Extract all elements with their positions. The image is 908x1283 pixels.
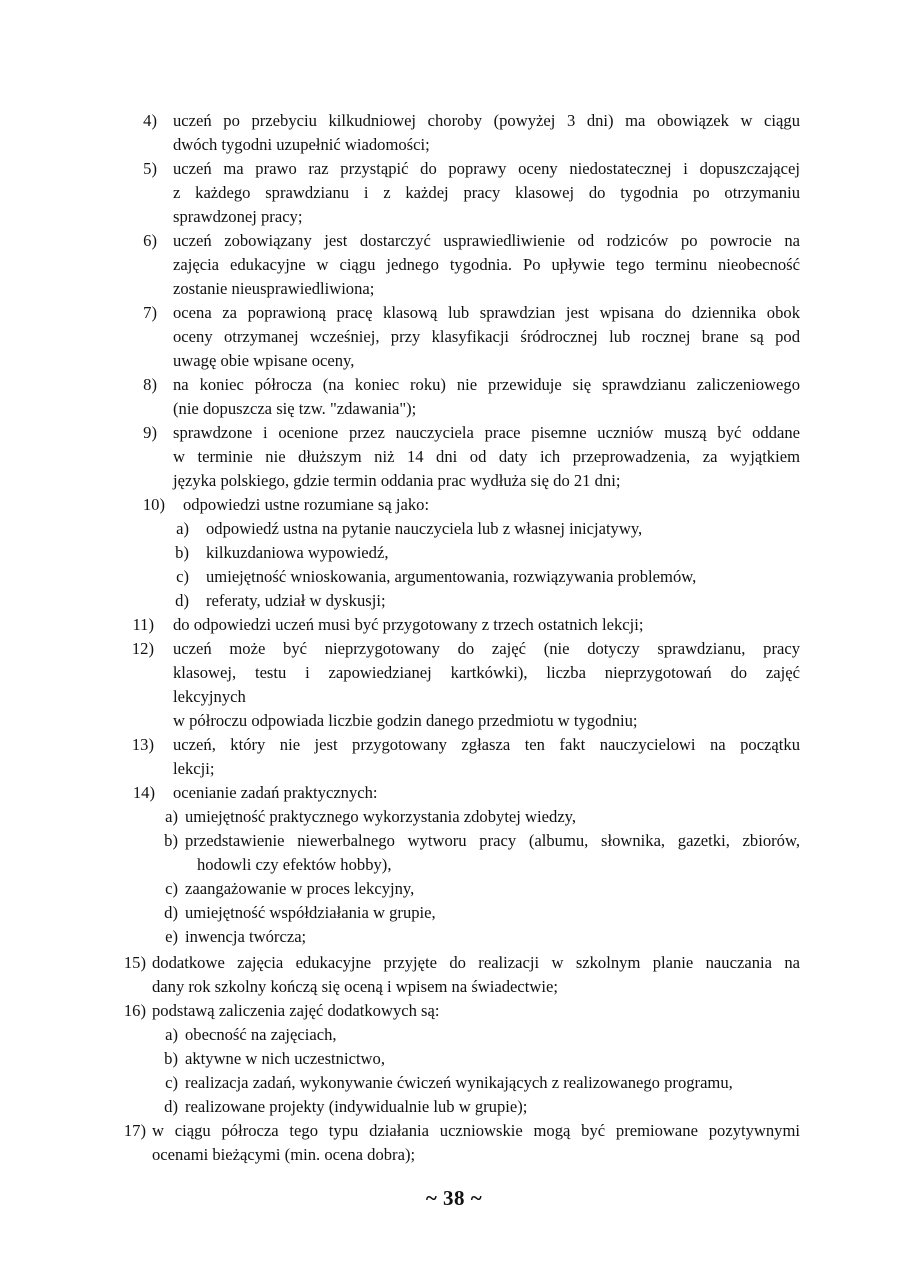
text-line: oceny otrzymanej wcześniej, przy klasyfikacji śródrocznej lub rocznej brane są pod: [173, 327, 800, 346]
text-line: umiejętność współdziałania w grupie,: [185, 903, 436, 922]
text-line: odpowiedzi ustne rozumiane są jako:: [183, 495, 430, 514]
list-item-text: [206, 589, 800, 613]
list-item-text: [173, 229, 800, 301]
list-item-number: b): [164, 1049, 178, 1068]
text-line: hodowli czy efektów hobby),: [197, 855, 392, 874]
text-line: realizowane projekty (indywidualnie lub w grupie);: [185, 1097, 528, 1116]
list-item-text: [152, 951, 800, 999]
text-line: języka polskiego, gdzie termin oddania prac wydłuża się do 21 dni;: [173, 471, 621, 490]
list-item-text: [185, 1023, 800, 1047]
list-item-text: [173, 613, 800, 637]
list-item-text: [173, 421, 800, 493]
text-line: zaangażowanie w proces lekcyjny,: [185, 879, 415, 898]
list-item-number: 12): [131, 639, 154, 658]
list-item-text: [185, 925, 800, 949]
list-item-number: 6): [143, 231, 157, 250]
text-line: zajęcia edukacyjne w ciągu jednego tygodnia. Po upływie tego terminu nieobecność: [173, 255, 800, 274]
text-line: w terminie nie dłuższym niż 14 dni od daty ich przeprowadzenia, za wyjątkiem: [173, 447, 800, 466]
text-line: zostanie nieusprawiedliwiona;: [173, 279, 375, 298]
list-item-number: 5): [143, 159, 157, 178]
list-item-number: e): [165, 927, 178, 946]
text-line: umiejętność wnioskowania, argumentowania, rozwiązywania problemów,: [206, 567, 697, 586]
list-item-number: a): [165, 1025, 178, 1044]
list-item-text: [173, 373, 800, 421]
list-item-number: b): [164, 831, 178, 850]
list-item-text: [173, 733, 800, 781]
list-item-text: [185, 829, 800, 877]
text-line: sprawdzone i ocenione przez nauczyciela prace pisemne uczniów muszą być oddane: [173, 423, 800, 442]
text-line: uczeń może być nieprzygotowany do zajęć (nie dotyczy sprawdzianu, pracy: [173, 639, 800, 658]
text-line: umiejętność praktycznego wykorzystania zdobytej wiedzy,: [185, 807, 577, 826]
text-line: aktywne w nich uczestnictwo,: [185, 1049, 385, 1068]
list-item-text: [183, 493, 800, 517]
list-item-text: [173, 109, 800, 157]
list-item-number: c): [165, 1073, 178, 1092]
text-line: w półroczu odpowiada liczbie godzin danego przedmiotu w tygodniu;: [173, 711, 638, 730]
list-item-number: 16): [123, 1001, 146, 1020]
text-line: ocenianie zadań praktycznych:: [173, 783, 378, 802]
text-line: ocenami bieżącymi (min. ocena dobra);: [152, 1145, 416, 1164]
text-line: referaty, udział w dyskusji;: [206, 591, 386, 610]
list-item-number: 11): [132, 615, 154, 634]
page-number: ~ 38 ~: [425, 1186, 483, 1210]
list-item-text: [173, 781, 800, 805]
list-item-text: [152, 1119, 800, 1167]
list-item-text: [173, 301, 800, 373]
list-item-text: [173, 637, 800, 733]
list-item-number: d): [164, 903, 178, 922]
text-line: do odpowiedzi uczeń musi być przygotowany z trzech ostatnich lekcji;: [173, 615, 644, 634]
list-item-number: 9): [143, 423, 157, 442]
text-line: dwóch tygodni uzupełnić wiadomości;: [173, 135, 430, 154]
text-line: lekcji;: [173, 759, 215, 778]
list-item-text: [206, 541, 800, 565]
text-line: ocena za poprawioną pracę klasową lub sprawdzian jest wpisana do dziennika obok: [173, 303, 800, 322]
text-line: kilkuzdaniowa wypowiedź,: [206, 543, 389, 562]
list-item-text: [185, 901, 800, 925]
text-line: dany rok szkolny kończą się oceną i wpisem na świadectwie;: [152, 977, 558, 996]
text-line: lekcyjnych: [173, 687, 246, 706]
text-line: uczeń zobowiązany jest dostarczyć usprawiedliwienie od rodziców po powrocie na: [173, 231, 800, 250]
text-line: obecność na zajęciach,: [185, 1025, 337, 1044]
list-item-text: [206, 565, 800, 589]
list-item-number: d): [175, 591, 189, 610]
text-line: z każdego sprawdzianu i z każdej pracy klasowej do tygodnia po otrzymaniu: [173, 183, 800, 202]
list-item-number: 13): [131, 735, 154, 754]
text-line: realizacja zadań, wykonywanie ćwiczeń wynikających z realizowanego programu,: [185, 1073, 733, 1092]
list-item-number: a): [176, 519, 189, 538]
text-line: dodatkowe zajęcia edukacyjne przyjęte do realizacji w szkolnym planie nauczania na: [152, 953, 800, 972]
list-item-number: 17): [123, 1121, 146, 1140]
list-item-number: 4): [143, 111, 157, 130]
list-item-text: [206, 517, 800, 541]
text-line: sprawdzonej pracy;: [173, 207, 303, 226]
text-line: klasowej, testu i zapowiedzianej kartkówki), liczba nieprzygotowań do zajęć: [173, 663, 800, 682]
list-item-number: 7): [143, 303, 157, 322]
list-item-number: 15): [123, 953, 146, 972]
text-line: przedstawienie niewerbalnego wytworu pracy (albumu, słownika, gazetki, zbiorów,: [185, 831, 800, 850]
list-item-text: [185, 1071, 800, 1095]
list-item-number: 10): [142, 495, 165, 514]
list-item-text: [173, 157, 800, 229]
list-item-number: 8): [143, 375, 157, 394]
text-line: uczeń ma prawo raz przystąpić do poprawy oceny niedostatecznej i dopuszczającej: [173, 159, 800, 178]
list-item-text: [185, 805, 800, 829]
list-item-number: c): [176, 567, 189, 586]
text-line: (nie dopuszcza się tzw. "zdawania");: [173, 399, 417, 418]
list-item-text: [185, 1095, 800, 1119]
text-line: inwencja twórcza;: [185, 927, 307, 946]
text-line: uczeń po przebyciu kilkudniowej choroby (powyżej 3 dni) ma obowiązek w ciągu: [173, 111, 800, 130]
list-item-text: [185, 877, 800, 901]
text-line: podstawą zaliczenia zajęć dodatkowych są:: [152, 1001, 440, 1020]
text-line: uczeń, który nie jest przygotowany zgłasza ten fakt nauczycielowi na początku: [173, 735, 800, 754]
list-item-number: c): [165, 879, 178, 898]
list-item-number: a): [165, 807, 178, 826]
text-line: odpowiedź ustna na pytanie nauczyciela lub z własnej inicjatywy,: [206, 519, 643, 538]
list-item-text: [185, 1047, 800, 1071]
list-item-text: [152, 999, 800, 1023]
list-item-number: b): [175, 543, 189, 562]
list-item-number: d): [164, 1097, 178, 1116]
text-line: w ciągu półrocza tego typu działania uczniowskie mogą być premiowane pozytywnymi: [152, 1121, 800, 1140]
text-line: na koniec półrocza (na koniec roku) nie przewiduje się sprawdzianu zaliczeniowego: [173, 375, 800, 394]
text-line: uwagę obie wpisane oceny,: [173, 351, 355, 370]
list-item-number: 14): [132, 783, 155, 802]
